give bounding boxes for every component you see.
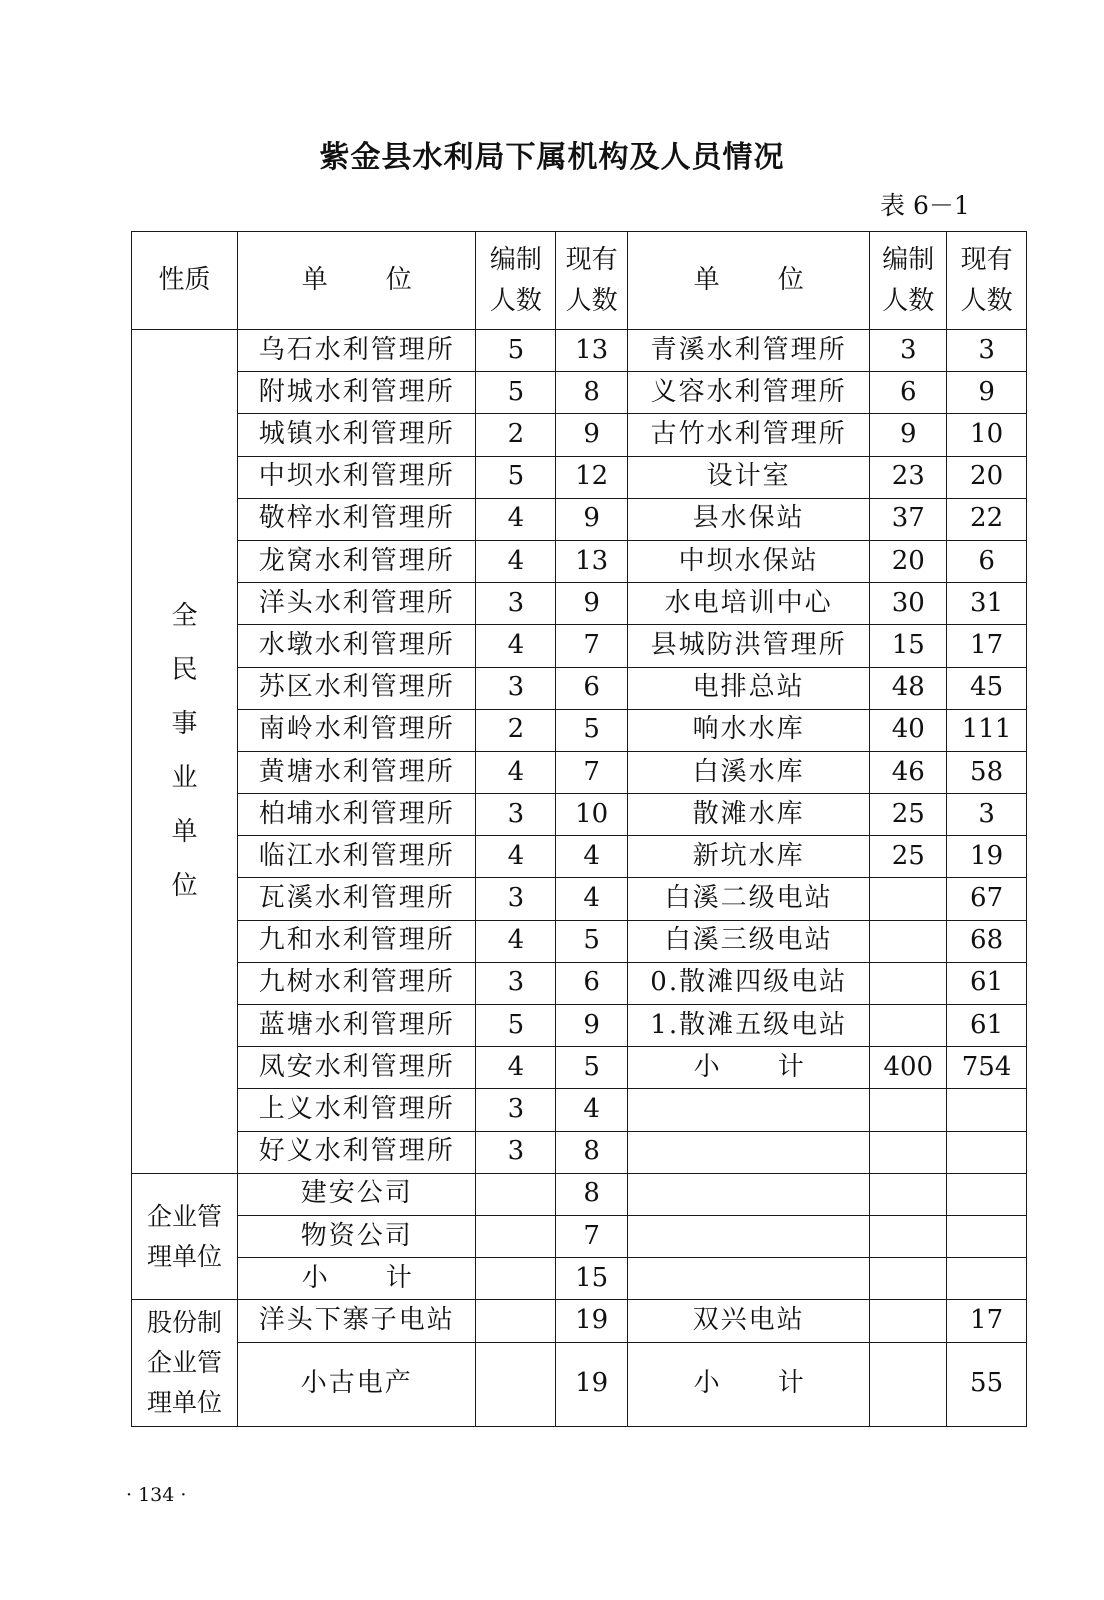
header-quota-left: 编制 人数 bbox=[476, 232, 556, 330]
empty-cell bbox=[947, 1089, 1027, 1131]
quota-count: 4 bbox=[476, 920, 556, 962]
empty-cell bbox=[947, 1258, 1027, 1300]
actual-count: 22 bbox=[947, 498, 1027, 540]
unit-name: 九树水利管理所 bbox=[238, 962, 476, 1004]
header-actual-right: 现有 人数 bbox=[947, 232, 1027, 330]
actual-count: 17 bbox=[947, 1300, 1027, 1342]
empty-cell bbox=[870, 1258, 947, 1300]
table-row bbox=[132, 540, 1027, 582]
actual-count: 9 bbox=[556, 583, 628, 625]
unit-name: 县水保站 bbox=[627, 498, 869, 540]
table-row bbox=[132, 456, 1027, 498]
quota-count: 4 bbox=[476, 1047, 556, 1089]
quota-count: 4 bbox=[476, 751, 556, 793]
table-row bbox=[132, 1005, 1027, 1047]
header-unit-right: 单 位 bbox=[627, 232, 869, 330]
actual-count: 8 bbox=[556, 1173, 628, 1215]
quota-subtotal: 400 bbox=[870, 1047, 947, 1089]
empty-cell bbox=[947, 1173, 1027, 1215]
empty-cell bbox=[627, 1258, 869, 1300]
unit-name: 0.散滩四级电站 bbox=[627, 962, 869, 1004]
staff-table bbox=[131, 231, 1027, 1427]
unit-name: 双兴电站 bbox=[627, 1300, 869, 1342]
unit-name: 龙窝水利管理所 bbox=[238, 540, 476, 582]
quota-count: 3 bbox=[476, 878, 556, 920]
quota-count: 46 bbox=[870, 751, 947, 793]
quota-count bbox=[870, 1005, 947, 1047]
table-row bbox=[132, 372, 1027, 414]
unit-name: 古竹水利管理所 bbox=[627, 414, 869, 456]
table-row bbox=[132, 1300, 1027, 1342]
actual-count: 3 bbox=[947, 330, 1027, 372]
subtotal-label: 小 计 bbox=[627, 1342, 869, 1426]
unit-name: 乌石水利管理所 bbox=[238, 330, 476, 372]
actual-count: 31 bbox=[947, 583, 1027, 625]
unit-name: 白溪二级电站 bbox=[627, 878, 869, 920]
unit-name: 九和水利管理所 bbox=[238, 920, 476, 962]
unit-name: 中坝水保站 bbox=[627, 540, 869, 582]
table-row bbox=[132, 330, 1027, 372]
actual-count: 3 bbox=[947, 794, 1027, 836]
empty-cell bbox=[627, 1089, 869, 1131]
category-shareholding-enterprises: 股份制 企业管 理单位 bbox=[132, 1300, 238, 1426]
table-row bbox=[132, 1047, 1027, 1089]
quota-count: 2 bbox=[476, 414, 556, 456]
quota-count bbox=[870, 1300, 947, 1342]
quota-count: 4 bbox=[476, 836, 556, 878]
table-row bbox=[132, 1215, 1027, 1257]
empty-cell bbox=[870, 1131, 947, 1173]
quota-count: 5 bbox=[476, 372, 556, 414]
quota-count: 3 bbox=[476, 962, 556, 1004]
unit-name: 瓦溪水利管理所 bbox=[238, 878, 476, 920]
actual-count: 17 bbox=[947, 625, 1027, 667]
unit-name: 水电培训中心 bbox=[627, 583, 869, 625]
quota-count: 5 bbox=[476, 1005, 556, 1047]
unit-name: 附城水利管理所 bbox=[238, 372, 476, 414]
table-row bbox=[132, 878, 1027, 920]
subtotal-label: 小 计 bbox=[238, 1258, 476, 1300]
quota-count: 25 bbox=[870, 836, 947, 878]
table-row bbox=[132, 498, 1027, 540]
table-row bbox=[132, 794, 1027, 836]
actual-count: 45 bbox=[947, 667, 1027, 709]
table-row bbox=[132, 1089, 1027, 1131]
table-number: 表 6－1 bbox=[880, 191, 970, 220]
quota-count bbox=[476, 1173, 556, 1215]
unit-name: 义容水利管理所 bbox=[627, 372, 869, 414]
actual-count: 13 bbox=[556, 330, 628, 372]
quota-count bbox=[476, 1342, 556, 1426]
actual-count: 58 bbox=[947, 751, 1027, 793]
unit-name: 物资公司 bbox=[238, 1215, 476, 1257]
quota-count: 15 bbox=[870, 625, 947, 667]
unit-name: 白溪三级电站 bbox=[627, 920, 869, 962]
table-row bbox=[132, 1342, 1027, 1426]
unit-name: 新坑水库 bbox=[627, 836, 869, 878]
actual-count: 19 bbox=[556, 1300, 628, 1342]
actual-count: 7 bbox=[556, 625, 628, 667]
unit-name: 散滩水库 bbox=[627, 794, 869, 836]
table-row bbox=[132, 414, 1027, 456]
actual-subtotal: 15 bbox=[556, 1258, 628, 1300]
empty-cell bbox=[947, 1131, 1027, 1173]
quota-count: 3 bbox=[476, 583, 556, 625]
quota-count: 3 bbox=[476, 1131, 556, 1173]
unit-name: 中坝水利管理所 bbox=[238, 456, 476, 498]
unit-name: 水墩水利管理所 bbox=[238, 625, 476, 667]
table-row bbox=[132, 920, 1027, 962]
actual-count: 67 bbox=[947, 878, 1027, 920]
unit-name: 临江水利管理所 bbox=[238, 836, 476, 878]
actual-count: 13 bbox=[556, 540, 628, 582]
actual-count: 9 bbox=[947, 372, 1027, 414]
empty-cell bbox=[870, 1089, 947, 1131]
unit-name: 1.散滩五级电站 bbox=[627, 1005, 869, 1047]
unit-name: 柏埔水利管理所 bbox=[238, 794, 476, 836]
unit-name: 建安公司 bbox=[238, 1173, 476, 1215]
page-title: 紫金县水利局下属机构及人员情况 bbox=[319, 140, 785, 175]
actual-count: 9 bbox=[556, 414, 628, 456]
unit-name: 白溪水库 bbox=[627, 751, 869, 793]
actual-count: 9 bbox=[556, 1005, 628, 1047]
actual-count: 6 bbox=[556, 667, 628, 709]
quota-count bbox=[870, 878, 947, 920]
table-row bbox=[132, 1131, 1027, 1173]
quota-count: 25 bbox=[870, 794, 947, 836]
actual-count: 61 bbox=[947, 1005, 1027, 1047]
quota-count: 5 bbox=[476, 456, 556, 498]
unit-name: 上义水利管理所 bbox=[238, 1089, 476, 1131]
quota-subtotal bbox=[870, 1342, 947, 1426]
unit-name: 电排总站 bbox=[627, 667, 869, 709]
table-row bbox=[132, 667, 1027, 709]
actual-count: 61 bbox=[947, 962, 1027, 1004]
unit-name: 蓝塘水利管理所 bbox=[238, 1005, 476, 1047]
unit-name: 洋头下寨子电站 bbox=[238, 1300, 476, 1342]
actual-count: 10 bbox=[947, 414, 1027, 456]
quota-count: 3 bbox=[476, 667, 556, 709]
unit-name: 青溪水利管理所 bbox=[627, 330, 869, 372]
actual-count: 6 bbox=[947, 540, 1027, 582]
quota-count: 3 bbox=[870, 330, 947, 372]
quota-count: 30 bbox=[870, 583, 947, 625]
actual-count: 8 bbox=[556, 1131, 628, 1173]
quota-count: 6 bbox=[870, 372, 947, 414]
unit-name: 设计室 bbox=[627, 456, 869, 498]
quota-count: 3 bbox=[476, 1089, 556, 1131]
unit-name: 敬梓水利管理所 bbox=[238, 498, 476, 540]
category-enterprise-management: 企业管 理单位 bbox=[132, 1173, 238, 1300]
empty-cell bbox=[627, 1131, 869, 1173]
actual-count: 7 bbox=[556, 1215, 628, 1257]
unit-name: 黄塘水利管理所 bbox=[238, 751, 476, 793]
quota-count: 40 bbox=[870, 709, 947, 751]
actual-count: 68 bbox=[947, 920, 1027, 962]
table-row bbox=[132, 962, 1027, 1004]
actual-count: 4 bbox=[556, 836, 628, 878]
quota-count bbox=[476, 1300, 556, 1342]
quota-count bbox=[870, 962, 947, 1004]
quota-count: 4 bbox=[476, 540, 556, 582]
quota-count: 4 bbox=[476, 625, 556, 667]
table-row bbox=[132, 625, 1027, 667]
header-quota-right: 编制 人数 bbox=[870, 232, 947, 330]
actual-count: 6 bbox=[556, 962, 628, 1004]
quota-count bbox=[476, 1215, 556, 1257]
actual-count: 4 bbox=[556, 878, 628, 920]
actual-count: 111 bbox=[947, 709, 1027, 751]
header-category: 性质 bbox=[132, 232, 238, 330]
quota-count bbox=[870, 920, 947, 962]
table-row bbox=[132, 1258, 1027, 1300]
quota-subtotal bbox=[476, 1258, 556, 1300]
quota-count: 3 bbox=[476, 794, 556, 836]
table-row bbox=[132, 751, 1027, 793]
table-row bbox=[132, 709, 1027, 751]
quota-count: 9 bbox=[870, 414, 947, 456]
quota-count: 20 bbox=[870, 540, 947, 582]
empty-cell bbox=[947, 1215, 1027, 1257]
actual-count: 5 bbox=[556, 920, 628, 962]
quota-count: 5 bbox=[476, 330, 556, 372]
actual-count: 8 bbox=[556, 372, 628, 414]
actual-subtotal: 55 bbox=[947, 1342, 1027, 1426]
subtotal-label: 小 计 bbox=[627, 1047, 869, 1089]
actual-count: 12 bbox=[556, 456, 628, 498]
actual-count: 10 bbox=[556, 794, 628, 836]
quota-count: 2 bbox=[476, 709, 556, 751]
unit-name: 南岭水利管理所 bbox=[238, 709, 476, 751]
empty-cell bbox=[627, 1173, 869, 1215]
actual-count: 7 bbox=[556, 751, 628, 793]
quota-count: 37 bbox=[870, 498, 947, 540]
actual-count: 19 bbox=[556, 1342, 628, 1426]
unit-name: 好义水利管理所 bbox=[238, 1131, 476, 1173]
page-number: · 134 · bbox=[126, 1484, 187, 1506]
actual-count: 19 bbox=[947, 836, 1027, 878]
category-public-institutions: 全 民 事 业 单 位 bbox=[132, 330, 238, 1174]
table-row bbox=[132, 1173, 1027, 1215]
header-actual-left: 现有 人数 bbox=[556, 232, 628, 330]
header-unit-left: 单 位 bbox=[238, 232, 476, 330]
unit-name: 县城防洪管理所 bbox=[627, 625, 869, 667]
empty-cell bbox=[870, 1173, 947, 1215]
table-row bbox=[132, 583, 1027, 625]
quota-count: 48 bbox=[870, 667, 947, 709]
unit-name: 响水水库 bbox=[627, 709, 869, 751]
unit-name: 凤安水利管理所 bbox=[238, 1047, 476, 1089]
actual-count: 5 bbox=[556, 709, 628, 751]
quota-count: 23 bbox=[870, 456, 947, 498]
header-row bbox=[132, 232, 1027, 330]
unit-name: 苏区水利管理所 bbox=[238, 667, 476, 709]
unit-name: 小古电产 bbox=[238, 1342, 476, 1426]
empty-cell bbox=[870, 1215, 947, 1257]
table-row bbox=[132, 836, 1027, 878]
actual-count: 20 bbox=[947, 456, 1027, 498]
actual-count: 5 bbox=[556, 1047, 628, 1089]
actual-count: 4 bbox=[556, 1089, 628, 1131]
actual-subtotal: 754 bbox=[947, 1047, 1027, 1089]
unit-name: 城镇水利管理所 bbox=[238, 414, 476, 456]
quota-count: 4 bbox=[476, 498, 556, 540]
unit-name: 洋头水利管理所 bbox=[238, 583, 476, 625]
empty-cell bbox=[627, 1215, 869, 1257]
actual-count: 9 bbox=[556, 498, 628, 540]
